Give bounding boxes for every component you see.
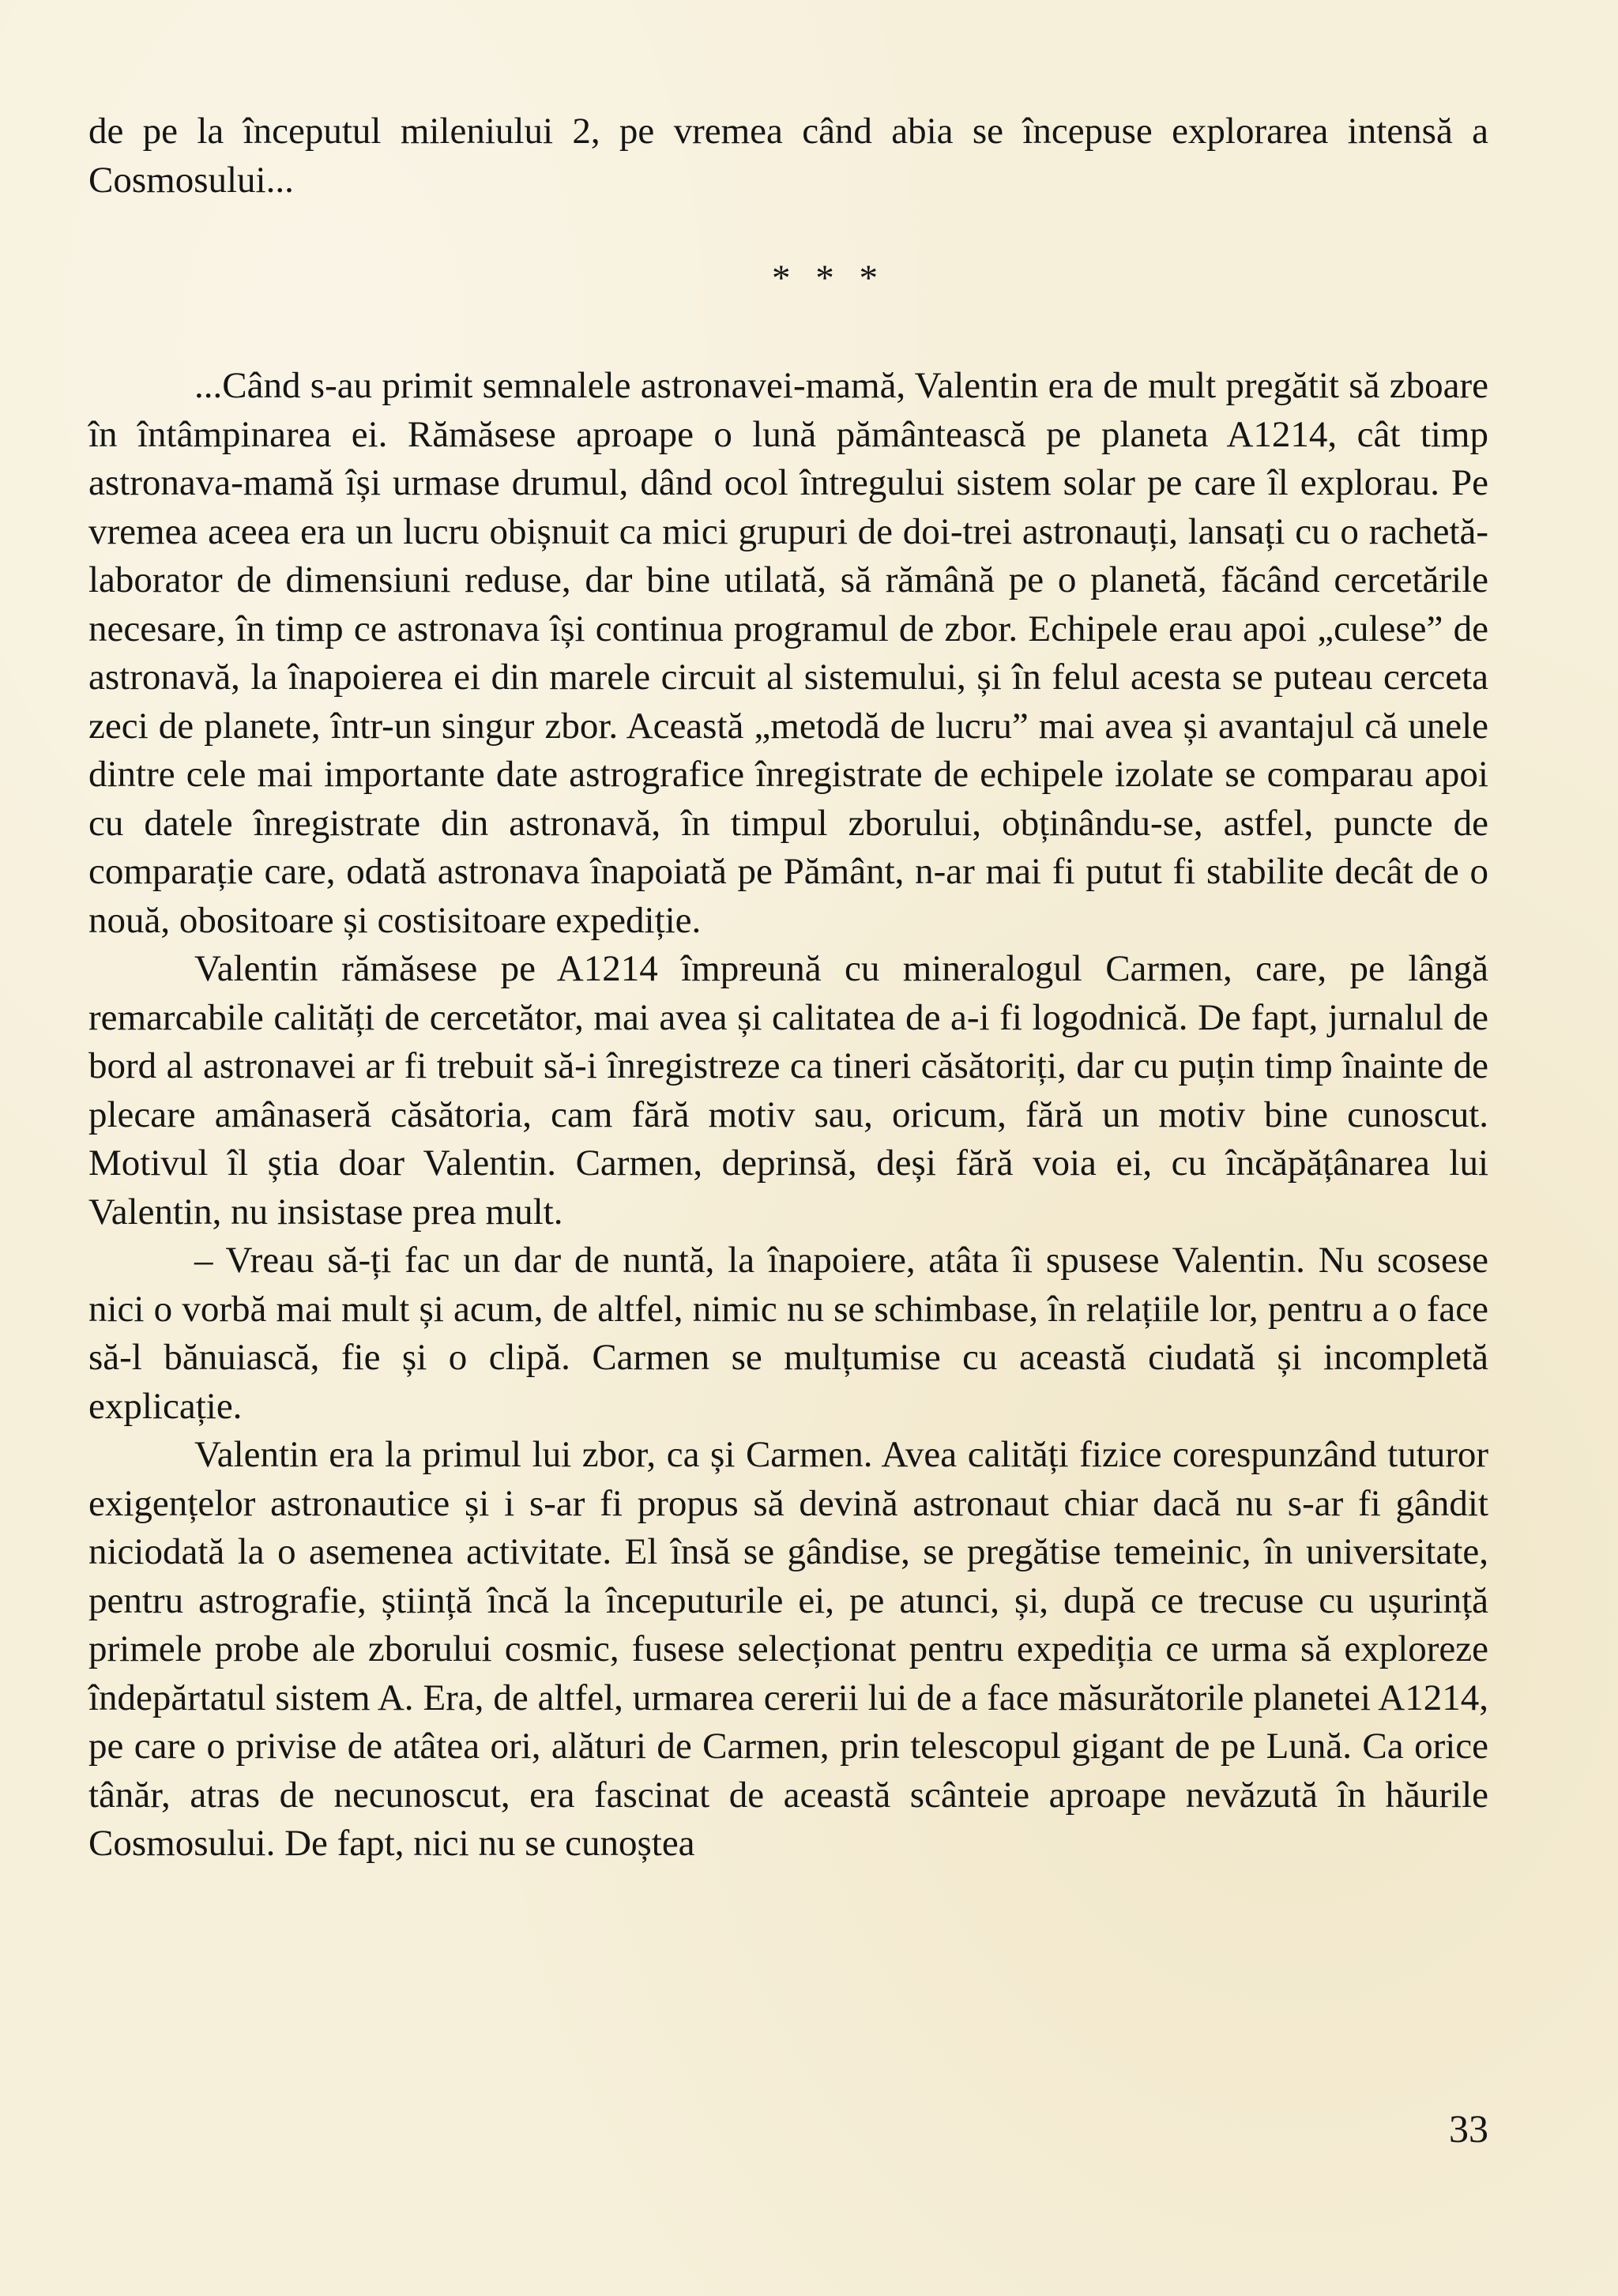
page-number: 33 (1449, 2106, 1488, 2151)
paragraph-1: ...Când s-au primit semnalele astronavei-mamă, Valentin era de mult pregătit să zboare în întâmpinarea ei. Rămăsese aproape o lună pământească pe planeta A1214, cât timp astronava-mamă își urmase drumul, dând ocol întregului sistem solar pe care îl explorau. Pe vremea aceea era un lucru obișnuit ca mici grupuri de doi-trei astronauți, lansați cu o rachetă-laborator de dimensiuni reduse, dar bine utilată, să rămână pe o planetă, făcând cercetările necesare, în timp ce astronava își continua programul de zbor. Echipele erau apoi „culese” de astronavă, la înapoierea ei din marele circuit al sistemului, și în felul acesta se puteau cerceta zeci de planete, într-un singur zbor. Această „metodă de lucru” mai avea și avantajul că unele dintre cele mai importante date astrografice înregistrate de echipele izolate se comparau apoi cu datele înregistrate din astronavă, în timpul zborului, obținându-se, astfel, puncte de comparație care, odată astronava înapoiată pe Pământ, n-ar mai fi putut fi stabilite decât de o nouă, obositoare și costisitoare expediție. (88, 365, 1488, 941)
main-text (88, 362, 1488, 1869)
opening-text (88, 107, 1488, 205)
opening-paragraph: de pe la începutul mileniului 2, pe vremea când abia se începuse explorarea intensă a Cosmosului... (88, 111, 1488, 201)
paragraph-3: – Vreau să-ți fac un dar de nuntă, la înapoiere, atâta îi spusese Valentin. Nu scosese nici o vorbă mai mult și acum, de altfel, nimic nu se schimbase, în relațiile lor, pentru a o face să-l bănuiască, fie și o clipă. Carmen se mulțumise cu această ciudată și incompletă explicație. (88, 1240, 1488, 1427)
paragraph-4: Valentin era la primul lui zbor, ca și Carmen. Avea calități fizice corespunzând tuturor exigențelor astronautice și i s-ar fi propus să devină astronaut chiar dacă nu s-ar fi gândit niciodată la o asemenea activitate. El însă se gândise, se pregătise temeinic, în universitate, pentru astrografie, știință încă la începuturile ei, pe atunci, și, după ce trecuse cu ușurință primele probe ale zborului cosmic, fusese selecționat pentru expediția ce urma să exploreze îndepărtatul sistem A. Era, de altfel, urmarea cererii lui de a face măsurătorile planetei A1214, pe care o privise de atâtea ori, alături de Carmen, prin telescopul gigant de pe Lună. Ca orice tânăr, atras de necunoscut, era fascinat de această scânteie aproape nevăzută în hăurile Cosmosului. De fapt, nici nu se cunoștea (88, 1434, 1488, 1864)
section-separator: * * * (772, 258, 886, 299)
paragraph-2: Valentin rămăsese pe A1214 împreună cu mineralogul Carmen, care, pe lângă remarcabile calități de cercetător, mai avea și calitatea de a-i fi logodnică. De fapt, jurnalul de bord al astronavei ar fi trebuit să-i înregistreze ca tineri căsătoriți, dar cu puțin timp înainte de plecare amânaseră căsătoria, cam fără motiv sau, oricum, fără un motiv bine cunoscut. Motivul îl știa doar Valentin. Carmen, deprinsă, deși fără voia ei, cu încăpățânarea lui Valentin, nu insistase prea mult. (88, 948, 1488, 1233)
